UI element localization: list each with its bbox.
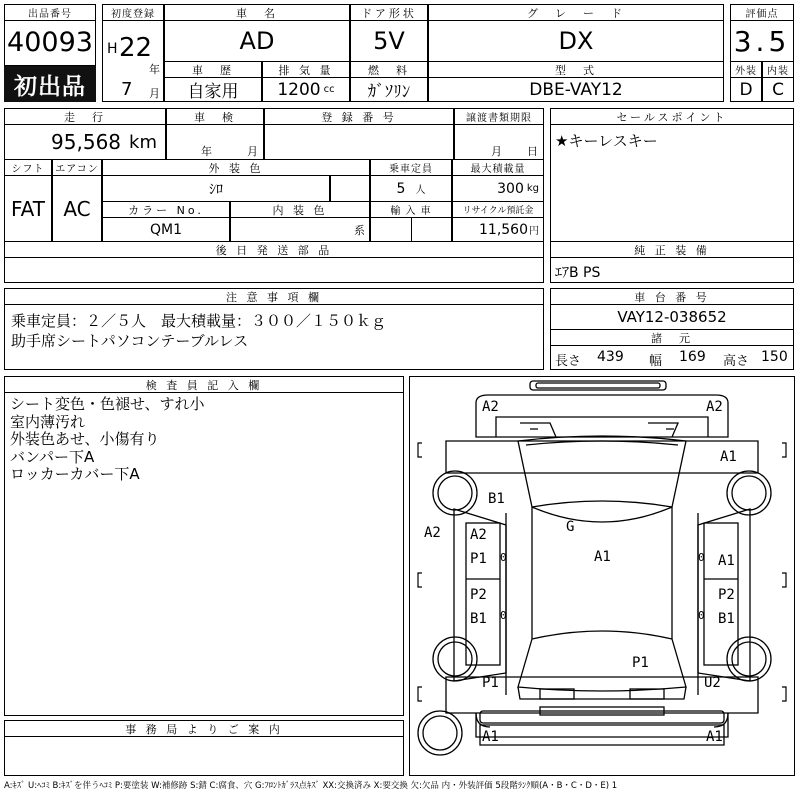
first-reg-label: 初度登録 [102, 4, 164, 21]
car-outline-svg [410, 377, 794, 775]
inspector-line-3: 外装色あせ、小傷有り [10, 430, 160, 448]
model-code: DBE-VAY12 [428, 77, 724, 102]
car-name-label: 車 名 [164, 4, 350, 21]
mileage-box [4, 124, 166, 160]
mark-a1-bumper-right: A1 [706, 729, 723, 745]
mark-a2-left-side: A2 [424, 525, 441, 541]
car-name: AD [164, 20, 350, 62]
capacity-value: 5 [396, 180, 406, 197]
inspector-box [4, 392, 404, 716]
reg-no-box [264, 124, 454, 160]
door-type: 5V [350, 20, 428, 62]
displacement-label: 排 気 量 [262, 61, 350, 78]
transfer-day-unit: 日 [527, 145, 538, 158]
int-color-label: 内 装 色 [230, 201, 370, 218]
displacement-value: 1200 [277, 79, 321, 100]
shift: FAT [4, 175, 52, 242]
mark-g-windshield: G [566, 519, 575, 535]
exterior-grade: D [730, 77, 762, 102]
mark-a2-top-left: A2 [482, 399, 499, 415]
color-no-label: カラー No. [102, 201, 230, 218]
fuel: ｶﾞｿﾘﾝ [350, 77, 428, 102]
mark-a1-roof: A1 [594, 549, 611, 565]
office-label: 事 務 局 よ り ご 案 内 [4, 720, 404, 737]
interior-label: 内装 [762, 61, 794, 78]
reg-month: 7 [121, 79, 133, 100]
mileage-label: 走 行 [4, 108, 166, 125]
notes-line-1: 乗車定員：２／５人 最大積載量：３００／１５０ｋｇ [11, 312, 387, 330]
mark-a2-top-right: A2 [706, 399, 723, 415]
mark-a1-right-door: A1 [718, 553, 735, 569]
insp-month-unit: 月 [247, 145, 258, 158]
mark-a2-front-door: A2 [470, 527, 487, 543]
ext-color-extra [330, 175, 370, 202]
score: 3.5 [730, 20, 794, 62]
era: H [107, 41, 118, 57]
first-reg-box [102, 20, 164, 102]
mileage-unit: km [129, 131, 157, 153]
length-label: 長さ [555, 354, 582, 369]
int-color-unit: 系 [230, 217, 370, 242]
capacity-unit: 人 [415, 185, 426, 196]
mark-zero-2: 0 [698, 551, 705, 564]
chassis-number: VAY12-038652 [550, 304, 794, 330]
dims-box [550, 345, 794, 370]
first-listing-badge: 初出品 [4, 66, 96, 102]
grade-label: グ レ ー ド [428, 4, 724, 21]
mileage: 95,568 [51, 130, 122, 154]
mark-b1-rear-door-right: B1 [718, 611, 735, 627]
shift-label: シフト [4, 159, 52, 176]
mark-b1-front-left: B1 [488, 491, 505, 507]
height: 150 [761, 349, 788, 365]
inspector-line-4: バンパー下A [10, 447, 95, 466]
notes-line-2: 助手席シートパソコンテーブルレス [11, 332, 249, 350]
width-label: 幅 [649, 354, 663, 369]
transfer-box [454, 124, 544, 160]
inspector-label: 検 査 員 記 入 欄 [4, 376, 404, 393]
inspector-line-1: シート変色・色褪せ、すれ小 [10, 395, 205, 413]
max-load-unit: kg [526, 183, 539, 194]
mark-p1-rear-left: P1 [482, 675, 499, 691]
office-box [4, 736, 404, 776]
mark-b1-rear-door-left: B1 [470, 611, 487, 627]
fuel-label: 燃 料 [350, 61, 428, 78]
import-cell-a [370, 217, 412, 242]
recycle-unit: 円 [529, 226, 539, 237]
ac: AC [52, 175, 102, 242]
sales-box [550, 124, 794, 242]
history: 自家用 [164, 77, 262, 102]
insp-year-unit: 年 [201, 145, 212, 158]
door-label: ドア形状 [350, 4, 428, 21]
genuine-equipment: ｴｱB PS [555, 265, 601, 281]
max-load-label: 最大積載量 [452, 159, 544, 176]
legend: A:ｷｽﾞ U:ﾍｺﾐ B:ｷｽﾞを伴うﾍｺﾐ P:要塗装 W:補修跡 S:錆 C:腐食、穴 G:ﾌﾛﾝﾄｶﾞﾗｽ点ｷｽﾞ XX:交換済み X:要交換 欠:欠品 内・外装評価 5段階ﾗﾝｸ順(A・B・C・D・E) 1 [4, 781, 618, 791]
max-load-value: 300 [497, 180, 524, 197]
inspection-box [166, 124, 264, 160]
lot-no-label: 出品番号 [4, 4, 96, 21]
capacity [370, 175, 452, 202]
lot-no: 40093 [7, 27, 93, 58]
mark-zero-1: 0 [500, 551, 507, 564]
later-parts-label: 後 日 発 送 部 品 [4, 241, 544, 258]
mark-p2-rear-door-right: P2 [718, 587, 735, 603]
ext-color-label: 外 装 色 [102, 159, 370, 176]
mark-p2-rear-door-left: P2 [470, 587, 487, 603]
displacement [262, 77, 350, 102]
mark-zero-3: 0 [500, 609, 507, 622]
mark-p1-rear: P1 [632, 655, 649, 671]
exterior-label: 外装 [730, 61, 762, 78]
year-unit: 年 [149, 63, 160, 76]
recycle [452, 217, 544, 242]
inspector-line-5: ロッカーカバー下A [10, 465, 140, 483]
mark-a1-front-right: A1 [720, 449, 737, 465]
transfer-month-unit: 月 [491, 145, 502, 158]
length: 439 [597, 349, 624, 365]
genuine-box [550, 257, 794, 283]
grade: DX [428, 20, 724, 62]
genuine-label: 純 正 装 備 [550, 241, 794, 258]
dims-label: 諸 元 [550, 329, 794, 346]
sales-label: セールスポイント [550, 108, 794, 125]
later-parts-box [4, 257, 544, 283]
mark-a1-bumper-left: A1 [482, 729, 499, 745]
chassis-label: 車 台 番 号 [550, 288, 794, 305]
mark-p1-front-door: P1 [470, 551, 487, 567]
score-label: 評価点 [730, 4, 794, 21]
ac-label: エアコン [52, 159, 102, 176]
lot-no-box [4, 20, 96, 66]
width: 169 [679, 349, 706, 365]
month-unit: 月 [149, 87, 160, 100]
interior-grade: C [762, 77, 794, 102]
max-load [452, 175, 544, 202]
inspection-label: 車 検 [166, 108, 264, 125]
displacement-unit: cc [323, 84, 335, 95]
recycle-label: リサイクル預託金 [452, 201, 544, 218]
import-cell-b [411, 217, 452, 242]
history-label: 車 歴 [164, 61, 262, 78]
capacity-label: 乗車定員 [370, 159, 452, 176]
mark-zero-4: 0 [698, 609, 705, 622]
inspector-notes [10, 396, 205, 484]
model-label: 型 式 [428, 61, 724, 78]
inspector-line-2: 室内薄汚れ [10, 412, 86, 431]
notes-box [4, 304, 544, 370]
mark-u2-rear-right: U2 [704, 675, 721, 691]
ext-color: ｼﾛ [102, 175, 330, 202]
reg-year: 22 [119, 33, 153, 63]
transfer-label: 譲渡書類期限 [454, 108, 544, 125]
notes-label: 注 意 事 項 欄 [4, 288, 544, 305]
height-label: 高さ [723, 354, 750, 369]
car-diagram [409, 376, 795, 776]
reg-no-label: 登 録 番 号 [264, 108, 454, 125]
import-label: 輸 入 車 [370, 201, 452, 218]
sales-point: ★キーレスキー [555, 132, 658, 150]
color-no: QM1 [102, 217, 230, 242]
recycle-value: 11,560 [479, 221, 528, 238]
